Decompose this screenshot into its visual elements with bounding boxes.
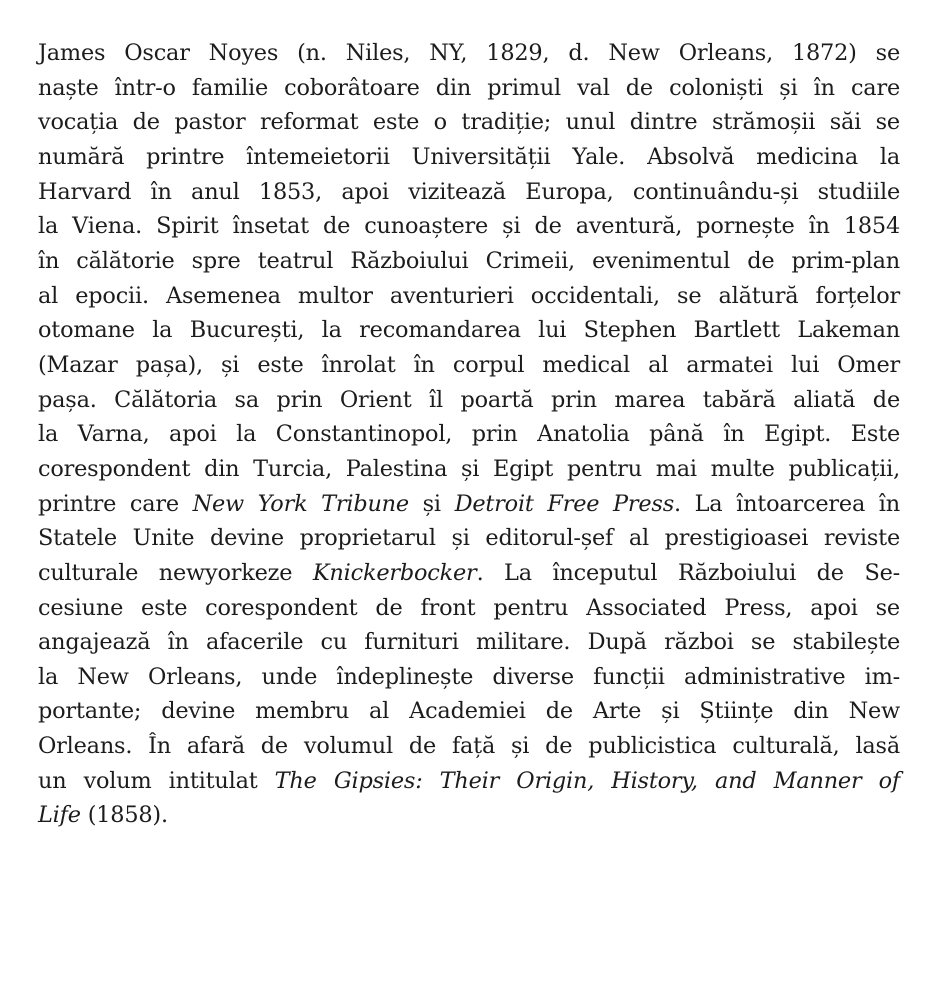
text-segment: . La întoarcerea în <box>674 490 900 517</box>
text-line <box>38 175 900 210</box>
text-line <box>38 556 900 591</box>
text-line <box>38 209 900 244</box>
text-line <box>38 660 900 695</box>
text-segment: pașa. Călătoria sa prin Orient îl poartă prin marea tabără aliată de <box>38 386 900 413</box>
text-line <box>38 279 900 314</box>
text-segment: cesiune este corespondent de front pentru Associated Press, apoi se <box>38 594 900 621</box>
biography-paragraph <box>38 36 900 833</box>
text-segment: Harvard în anul 1853, apoi vizitează Europa, continuându-și studiile <box>38 178 900 205</box>
text-line <box>38 694 900 729</box>
text-segment: și <box>408 490 455 517</box>
text-line <box>38 764 900 799</box>
italic-title: Detroit Free Press <box>454 490 675 517</box>
italic-title: Knickerbocker <box>312 559 477 586</box>
text-segment: vocația de pastor reformat este o tradiție; unul dintre strămoșii săi se <box>38 109 900 136</box>
text-line <box>38 625 900 660</box>
text-line <box>38 729 900 764</box>
text-segment: al epocii. Asemenea multor aventurieri occidentali, se alătură forțelor <box>38 282 900 309</box>
text-line <box>38 140 900 175</box>
text-line <box>38 105 900 140</box>
text-segment: la New Orleans, unde îndeplinește diverse funcții administrative im- <box>38 663 900 690</box>
text-segment: la Viena. Spirit însetat de cunoaștere și de aventură, pornește în 1854 <box>38 213 900 240</box>
text-segment: (1858). <box>80 802 168 829</box>
italic-title: Life <box>38 802 81 829</box>
text-line <box>38 521 900 556</box>
text-line <box>38 244 900 279</box>
text-line <box>38 487 900 522</box>
text-segment: . La începutul Războiului de Se- <box>476 559 900 586</box>
italic-title: The Gipsies: Their Origin, History, and Manner of <box>274 767 900 794</box>
text-segment: printre care <box>38 490 193 517</box>
text-line <box>38 383 900 418</box>
text-line <box>38 36 900 71</box>
text-line <box>38 313 900 348</box>
text-segment: Statele Unite devine proprietarul și editorul-șef al prestigioasei reviste <box>38 525 900 552</box>
text-segment: în călătorie spre teatrul Războiului Crimeii, evenimentul de prim-plan <box>38 247 900 274</box>
text-line <box>38 798 900 833</box>
text-line <box>38 71 900 106</box>
text-segment: James Oscar Noyes (n. Niles, NY, 1829, d. New Orleans, 1872) se <box>38 40 900 66</box>
text-line <box>38 417 900 452</box>
text-segment: (Mazar pașa), și este înrolat în corpul medical al armatei lui Omer <box>38 351 900 378</box>
text-segment: un volum intitulat <box>38 767 275 794</box>
text-segment: la Varna, apoi la Constantinopol, prin Anatolia până în Egipt. Este <box>38 421 900 448</box>
text-line <box>38 591 900 626</box>
italic-title: New York Tribune <box>192 490 409 517</box>
text-segment: numără printre întemeietorii Universității Yale. Absolvă medicina la <box>38 143 900 170</box>
text-segment: corespondent din Turcia, Palestina și Egipt pentru mai multe publicații, <box>38 455 900 482</box>
text-segment: portante; devine membru al Academiei de Arte și Științe din New <box>38 698 900 725</box>
text-segment: otomane la București, la recomandarea lui Stephen Bartlett Lakeman <box>38 317 900 344</box>
text-line <box>38 452 900 487</box>
text-segment: naște într-o familie coborâtoare din primul val de coloniști și în care <box>38 74 900 101</box>
text-segment: angajează în afacerile cu furnituri militare. După război se stabilește <box>38 629 900 656</box>
text-line <box>38 348 900 383</box>
text-segment: culturale newyorkeze <box>38 559 313 586</box>
text-segment: Orleans. În afară de volumul de față și de publicistica culturală, lasă <box>38 733 900 760</box>
